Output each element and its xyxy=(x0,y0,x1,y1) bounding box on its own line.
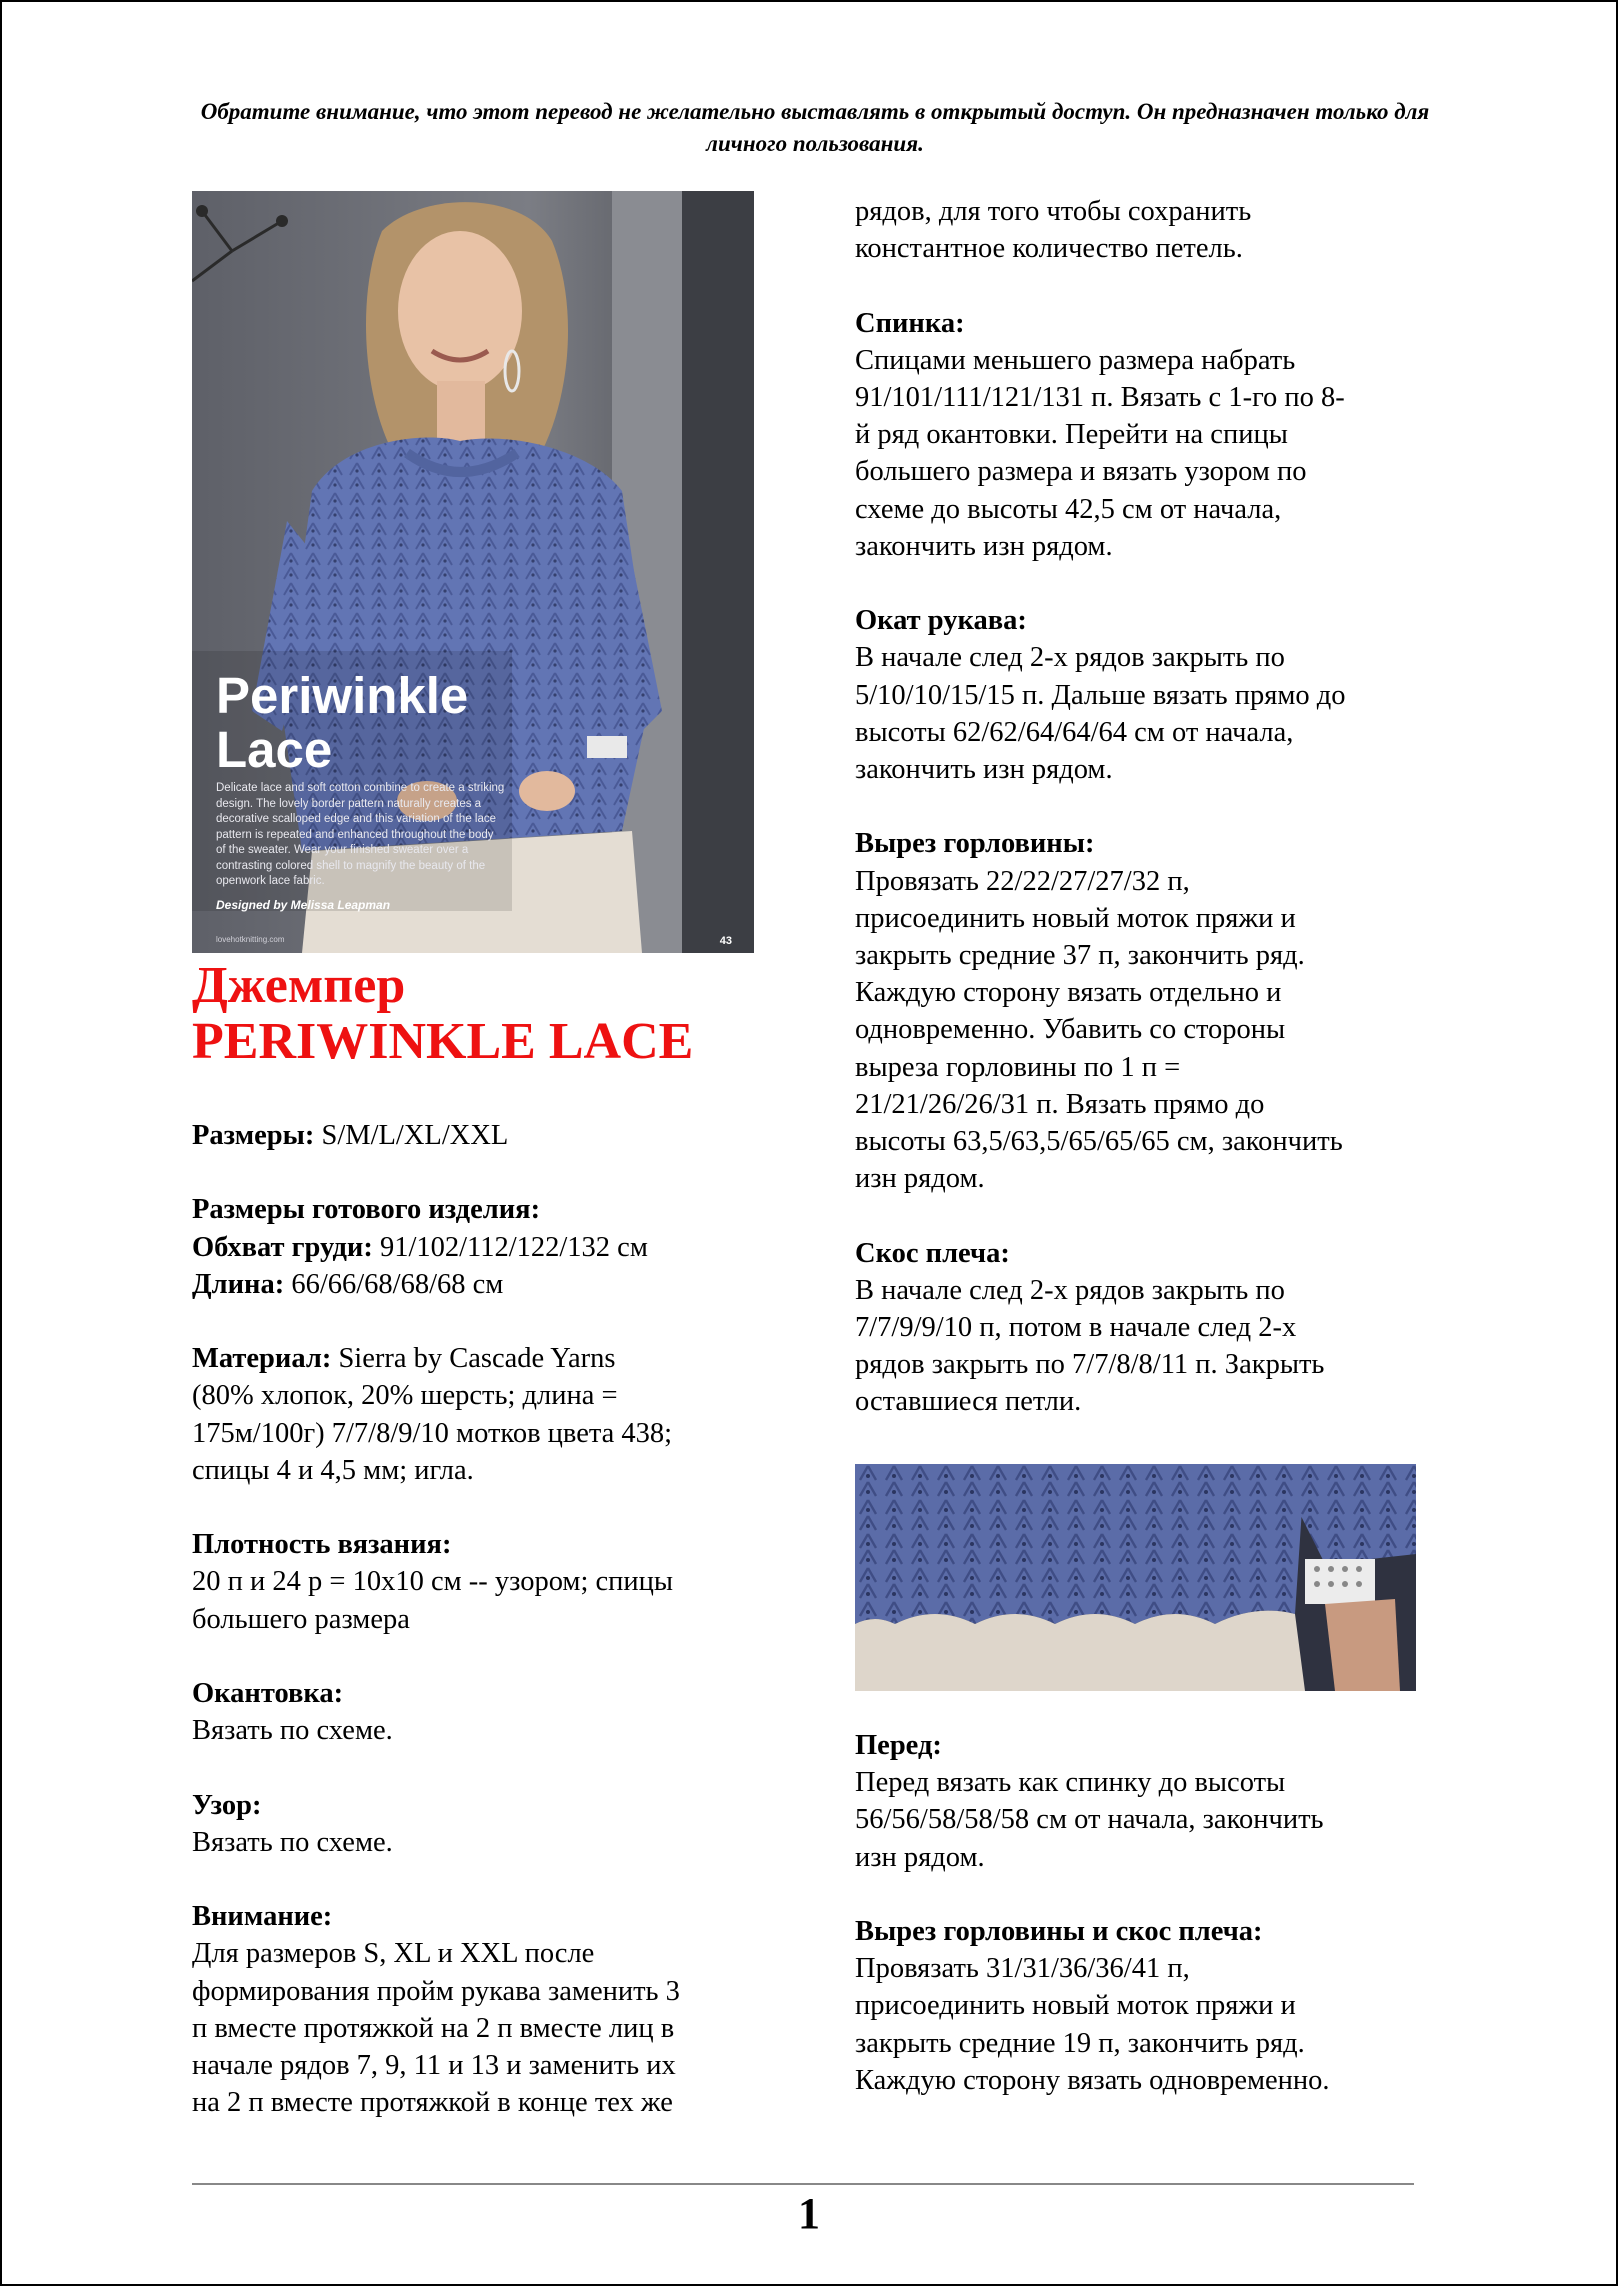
neckline-line4: Каждую сторону вязать отдельно и xyxy=(855,977,1282,1009)
attention-section xyxy=(192,1898,782,2121)
continuation-line1: рядов, для того чтобы сохранить xyxy=(855,196,1252,227)
sleeve-cap-section xyxy=(855,602,1445,788)
back-line5: схеме до высоты 42,5 см от начала, xyxy=(855,493,1282,525)
pattern-heading: Узор: xyxy=(192,1789,262,1821)
material-label: Материал: xyxy=(192,1343,332,1375)
neckline-line8: высоты 63,5/63,5/65/65/65 см, закончить xyxy=(855,1126,1343,1158)
front-heading: Перед: xyxy=(855,1730,942,1761)
edging-heading: Окантовка: xyxy=(192,1677,344,1709)
sleeve-cap-line3: высоты 62/62/64/64/64 см от начала, xyxy=(855,716,1294,748)
back-line3: й ряд окантовки. Перейти на спицы xyxy=(855,419,1288,451)
pattern-text: Вязать по схеме. xyxy=(192,1826,393,1858)
sizes-section xyxy=(192,1117,782,1154)
right-column-bottom xyxy=(855,1727,1445,2099)
shoulder-section xyxy=(855,1235,1445,1421)
attention-heading: Внимание: xyxy=(192,1901,333,1933)
pattern-section xyxy=(192,1787,782,1861)
cover-title-line2: Lace xyxy=(216,721,333,778)
pattern-title-line1: Джемпер xyxy=(192,957,406,1014)
neckline-line9: изн рядом. xyxy=(855,1163,985,1195)
neckline-line6: выреза горловины по 1 п = xyxy=(855,1051,1181,1083)
sizes-label: Размеры: xyxy=(192,1120,315,1151)
cover-title xyxy=(216,669,468,777)
front-neck-line1: Провязать 31/31/36/36/41 п, xyxy=(855,1953,1190,1985)
shoulder-line2: 7/7/9/9/10 п, потом в начале след 2-х xyxy=(855,1312,1297,1344)
material-line4: спицы 4 и 4,5 мм; игла. xyxy=(192,1454,474,1486)
gauge-line1: 20 п и 24 р = 10х10 см -- узором; спицы xyxy=(192,1566,674,1598)
page-number: 1 xyxy=(798,2189,820,2238)
chest-label: Обхват груди: xyxy=(192,1231,373,1263)
back-line2: 91/101/111/121/131 п. Вязать с 1-го по 8- xyxy=(855,382,1345,413)
cover-title-line1: Periwinkle xyxy=(216,667,469,724)
edging-section xyxy=(192,1675,782,1749)
sizes-value: S/M/L/XL/XXL xyxy=(314,1120,509,1151)
shoulder-line4: оставшиеся петли. xyxy=(855,1386,1082,1418)
attention-line1: Для размеров S, XL и XXL после xyxy=(192,1938,595,1970)
finished-sizes-heading: Размеры готового изделия: xyxy=(192,1194,541,1226)
pattern-title-line2: PERIWINKLE LACE xyxy=(192,1013,694,1070)
front-line3: изн рядом. xyxy=(855,1841,985,1873)
front-section xyxy=(855,1727,1445,1876)
neckline-heading: Вырез горловины: xyxy=(855,828,1095,860)
back-line1: Спицами меньшего размера набрать xyxy=(855,344,1296,376)
finished-sizes-section xyxy=(192,1191,782,1303)
front-neck-line4: Каждую сторону вязать одновременно. xyxy=(855,2064,1330,2096)
cover-page-number: 43 xyxy=(719,935,732,947)
neckline-line2: присоединить новый моток пряжи и xyxy=(855,902,1296,934)
pattern-title xyxy=(192,958,792,1070)
shoulder-heading: Скос плеча: xyxy=(855,1237,1010,1269)
cover-url: lovehotknitting.com xyxy=(216,935,285,944)
neckline-line7: 21/21/26/26/31 п. Вязать прямо до xyxy=(855,1088,1265,1120)
gauge-line2: большего размера xyxy=(192,1603,410,1635)
attention-line5: на 2 п вместе протяжкой в конце тех же xyxy=(192,2087,673,2119)
back-line6: закончить изн рядом. xyxy=(855,530,1113,562)
front-line2: 56/56/58/58/58 см от начала, закончить xyxy=(855,1804,1324,1836)
footer-divider xyxy=(192,2183,1414,2185)
continuation-section xyxy=(855,193,1445,267)
material-section xyxy=(192,1340,782,1489)
material-line3: 175м/100г) 7/7/8/9/10 мотков цвета 438; xyxy=(192,1417,673,1449)
cover-blurb: Delicate lace and soft cotton combine to create a striking design. The lovely border pattern naturally creates a decorative scalloped edge and this variation of the lace pattern is repeated and enhanced throughout the body of the sweater. Wear your finished sweater over a contrasting colored shell to magnify the beauty of the openwork lace fabric. xyxy=(216,782,505,887)
back-section xyxy=(855,305,1445,565)
material-line2: (80% хлопок, 20% шерсть; длина = xyxy=(192,1380,618,1412)
continuation-line2: константное количество петель. xyxy=(855,233,1243,265)
sleeve-cap-heading: Окат рукава: xyxy=(855,605,1027,637)
material-line1: Sierra by Cascade Yarns xyxy=(331,1343,616,1375)
neckline-section xyxy=(855,825,1445,1197)
sleeve-cap-line4: закончить изн рядом. xyxy=(855,754,1113,786)
cover-photo xyxy=(192,191,754,953)
front-neck-heading: Вырез горловины и скос плеча: xyxy=(855,1916,1263,1947)
attention-line3: п вместе протяжкой на 2 п вместе лиц в xyxy=(192,2012,675,2044)
attention-line2: формирования пройм рукава заменить 3 xyxy=(192,1975,680,2007)
cover-credit: Designed by Melissa Leapman xyxy=(216,898,391,912)
back-heading: Спинка: xyxy=(855,307,965,339)
detail-photo-illustration xyxy=(855,1464,1416,1691)
sleeve-cap-line2: 5/10/10/15/15 п. Дальше вязать прямо до xyxy=(855,679,1346,711)
detail-photo xyxy=(855,1464,1416,1691)
left-column xyxy=(192,1117,782,2121)
edging-text: Вязать по схеме. xyxy=(192,1715,393,1747)
sleeve-cap-line1: В начале след 2-х рядов закрыть по xyxy=(855,642,1285,674)
front-neck-line2: присоединить новый моток пряжи и xyxy=(855,1990,1296,2022)
shoulder-line1: В начале след 2-х рядов закрыть по xyxy=(855,1274,1285,1306)
chest-value: 91/102/112/122/132 см xyxy=(372,1231,648,1263)
front-neck-section xyxy=(855,1913,1445,2099)
attention-line4: начале рядов 7, 9, 11 и 13 и заменить их xyxy=(192,2049,676,2081)
length-value: 66/66/68/68/68 см xyxy=(284,1268,504,1300)
neckline-line3: закрыть средние 37 п, закончить ряд. xyxy=(855,940,1305,972)
back-line4: большего размера и вязать узором по xyxy=(855,456,1307,488)
right-column-top xyxy=(855,193,1445,1421)
neckline-line5: одновременно. Убавить со стороны xyxy=(855,1014,1286,1046)
gauge-heading: Плотность вязания: xyxy=(192,1529,452,1561)
front-line1: Перед вязать как спинку до высоты xyxy=(855,1767,1286,1799)
usage-notice: Обратите внимание, что этот перевод не желательно выставлять в открытый доступ. Он предназначен только для личного пользования. xyxy=(200,99,1430,156)
gauge-section xyxy=(192,1526,782,1638)
front-neck-line3: закрыть средние 19 п, закончить ряд. xyxy=(855,2027,1305,2059)
shoulder-line3: рядов закрыть по 7/7/8/8/11 п. Закрыть xyxy=(855,1349,1325,1381)
neckline-line1: Провязать 22/22/27/27/32 п, xyxy=(855,865,1190,897)
length-label: Длина: xyxy=(192,1268,285,1300)
